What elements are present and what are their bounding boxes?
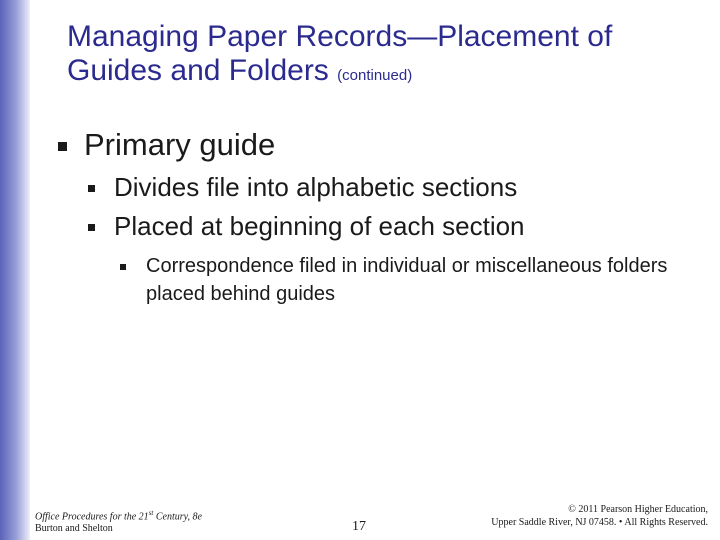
footer-book-title-sup: st <box>148 509 154 517</box>
square-bullet-icon <box>120 264 126 270</box>
footer-copyright <box>491 503 708 529</box>
copyright-line-1: © 2011 Pearson Higher Education, <box>568 504 708 515</box>
slide-title <box>67 20 707 93</box>
footer-book-title-pre: Office Procedures for the 21 <box>35 511 149 523</box>
bullet-level2-text: Placed at beginning of each section <box>114 211 525 241</box>
bullet-level3-text: Correspondence filed in individual or miscellaneous folders placed behind guides <box>146 255 668 305</box>
slide-title-suffix: (continued) <box>337 67 413 84</box>
bullet-level2-item-1 <box>88 172 517 202</box>
footer-authors: Burton and Shelton <box>35 523 113 535</box>
square-bullet-icon <box>88 185 95 192</box>
bullet-level1 <box>58 128 275 162</box>
square-bullet-icon <box>58 142 67 151</box>
footer-book-title-post: Century, 8e <box>153 511 202 523</box>
bullet-level2-text: Divides file into alphabetic sections <box>114 172 518 202</box>
bullet-level1-text: Primary guide <box>84 127 276 162</box>
bullet-level3 <box>120 252 700 308</box>
bullet-level2-item-2 <box>88 211 525 241</box>
slide-title-main: Managing Paper Records—Placement of Guides and Folders <box>67 20 613 87</box>
copyright-line-2: Upper Saddle River, NJ 07458. • All Rights Reserved. <box>491 517 708 528</box>
footer-book-info <box>35 507 202 535</box>
square-bullet-icon <box>88 224 95 231</box>
side-gradient-bar <box>0 0 30 540</box>
page-number: 17 <box>352 519 366 534</box>
footer-book-title <box>35 507 202 523</box>
